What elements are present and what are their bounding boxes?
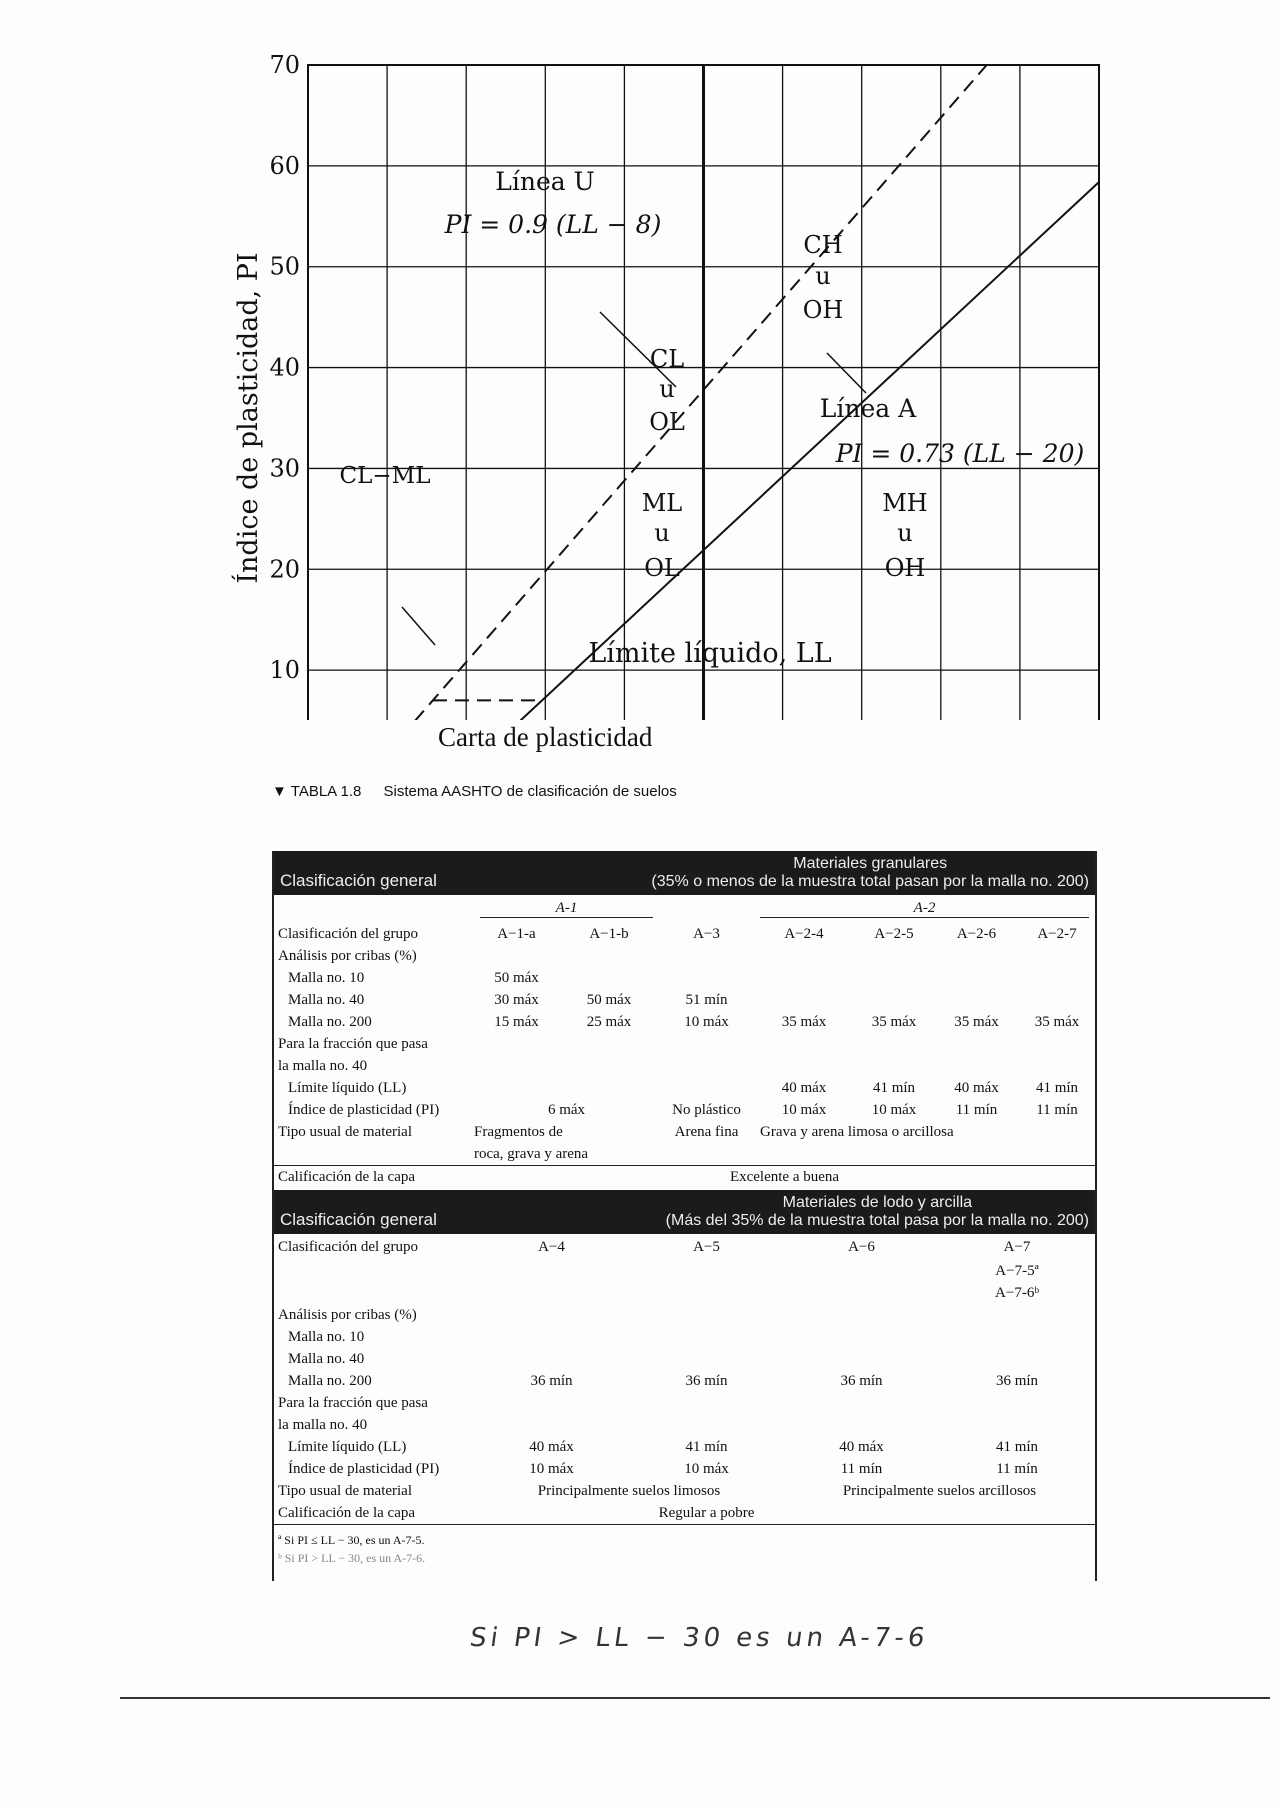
chart-title: Carta de plasticidad [438, 722, 653, 752]
cell: 40 máx [529, 1438, 574, 1455]
a-line-equation: PI = 0.73 (LL − 20) [835, 439, 1085, 468]
u-line-title: Línea U [495, 167, 595, 196]
cell: A−7 [1003, 1238, 1031, 1255]
silt-clay-subtitle: (Más del 35% de la muestra total pasa por la malla no. 200) [665, 1212, 1089, 1229]
row-label: Malla no. 10 [288, 969, 365, 986]
table-row [274, 1326, 1095, 1348]
silt-clay-title: Materiales de lodo y arcilla [782, 1194, 973, 1211]
section-header-silt-clay [274, 1190, 1095, 1234]
cell: A−2-7 [1037, 925, 1077, 942]
cell: 11 mín [955, 1101, 998, 1118]
general-classification-label: Clasificación general [280, 1210, 437, 1229]
cell: 30 máx [494, 991, 539, 1008]
row-label: Para la fracción que pasa [278, 1035, 428, 1052]
table-row [274, 1099, 1095, 1121]
a-line-leader [827, 353, 866, 393]
group-a1-header: A-1 [480, 900, 653, 918]
row-label: Análisis por cribas (%) [278, 947, 417, 964]
cell: 36 mín [995, 1372, 1039, 1389]
cell: 11 mín [1036, 1101, 1078, 1118]
table-row [274, 1392, 1095, 1414]
table-row [274, 967, 1095, 989]
y-tick-label: 30 [269, 454, 300, 483]
row-label: Límite líquido (LL) [288, 1438, 407, 1455]
cell: 15 máx [494, 1013, 539, 1030]
row-label: Índice de plasticidad (PI) [288, 1101, 440, 1118]
table-row [274, 1370, 1095, 1392]
x-axis-label: Límite líquido, LL [588, 638, 832, 669]
row-label: Clasificación del grupo [278, 1238, 418, 1255]
u-line-equation: PI = 0.9 (LL − 8) [444, 210, 662, 239]
cell: Excelente a buena [729, 1168, 840, 1185]
table-row [274, 1143, 1095, 1165]
table-row [274, 1436, 1095, 1458]
cell: Principalmente suelos arcillosos [842, 1482, 1037, 1499]
y-axis-label: Índice de plasticidad, PI [233, 252, 264, 584]
row-label: Malla no. 200 [288, 1013, 372, 1030]
cell: A−4 [538, 1238, 565, 1255]
cell: Arena fina [674, 1123, 739, 1140]
cell: 35 máx [1034, 1013, 1080, 1030]
cell: 35 máx [954, 1013, 999, 1030]
table-row [274, 1077, 1095, 1099]
cell: 50 máx [586, 991, 632, 1008]
cell: Fragmentos de [474, 1123, 563, 1140]
handwritten-note: Si PI > LL − 30 es un A-7-6 [467, 1623, 931, 1653]
cell: 10 máx [684, 1460, 729, 1477]
table-row [274, 1011, 1095, 1033]
table-row [274, 1234, 1095, 1260]
table-row [274, 1480, 1095, 1502]
table-row [274, 1282, 1095, 1304]
clml-leader [402, 607, 435, 645]
cell: A−2-6 [956, 925, 997, 942]
cell: 10 máx [529, 1460, 574, 1477]
row-label: Límite líquido (LL) [288, 1079, 407, 1096]
cell: 11 mín [996, 1460, 1038, 1477]
chart-grid [308, 65, 1099, 720]
general-classification-label: Clasificación general [280, 871, 437, 890]
cell: A−2-5 [874, 925, 914, 942]
zone-ch-u: u [815, 262, 831, 290]
chart-ticks [269, 51, 1121, 720]
zone-ml: ML [641, 489, 683, 517]
zone-ch: CH [803, 231, 843, 259]
cell: 35 máx [781, 1013, 827, 1030]
row-label: Malla no. 40 [288, 1350, 365, 1367]
cell: 6 máx [547, 1101, 586, 1118]
table-row [274, 1121, 1095, 1143]
cell: A−1-a [497, 925, 536, 942]
zone-ml-ol: OL [644, 554, 680, 582]
table-row [274, 1304, 1095, 1326]
aashto-table [272, 851, 1097, 1581]
footnote-b: ᵇ Si PI > LL − 30, es un A-7-6. [278, 1551, 426, 1565]
cell: 36 mín [840, 1372, 883, 1389]
row-label: Malla no. 200 [288, 1372, 372, 1389]
cell: 11 mín [840, 1460, 883, 1477]
table-row [274, 989, 1095, 1011]
row-label: Para la fracción que pasa [278, 1394, 428, 1411]
row-label: Calificación de la capa [278, 1504, 416, 1521]
row-label: Tipo usual de material [278, 1482, 413, 1499]
cell: 40 máx [954, 1079, 999, 1096]
table-row [274, 1348, 1095, 1370]
row-label: Malla no. 40 [288, 991, 365, 1008]
zone-cl: CL [649, 345, 685, 373]
row-label: la malla no. 40 [278, 1416, 368, 1433]
table-row [274, 923, 1095, 945]
group-a2-header: A-2 [760, 900, 1089, 918]
table-row [274, 1260, 1095, 1282]
y-tick-label: 70 [269, 51, 300, 79]
granular-subtitle: (35% o menos de la muestra total pasan por la malla no. 200) [651, 873, 1089, 890]
row-label: la malla no. 40 [278, 1057, 368, 1074]
cell: 10 máx [781, 1101, 827, 1118]
y-tick-label: 10 [269, 656, 300, 685]
cell: A−3 [693, 925, 720, 942]
cell: 50 máx [494, 969, 539, 986]
table-row [274, 945, 1095, 967]
row-label: Análisis por cribas (%) [278, 1306, 417, 1323]
table-row [274, 1055, 1095, 1077]
footnote-a: ª Si PI ≤ LL − 30, es un A-7-5. [278, 1533, 425, 1547]
zone-ol: OL [649, 408, 685, 436]
zone-mh-u: u [897, 519, 913, 547]
triangle-marker-icon: ▼ [272, 783, 287, 800]
table-row [274, 1502, 1095, 1524]
table-row [274, 1414, 1095, 1436]
zone-mh: MH [882, 489, 928, 517]
cell: 35 máx [871, 1013, 917, 1030]
chart-lines [371, 65, 1099, 720]
y-tick-label: 50 [269, 252, 300, 281]
cell: 40 máx [839, 1438, 884, 1455]
table-number: TABLA 1.8 [290, 783, 362, 800]
cell: A−7-5ª [995, 1262, 1039, 1279]
row-label: Calificación de la capa [278, 1168, 416, 1185]
cell: 41 mín [872, 1079, 916, 1096]
a-line-title: Línea A [819, 394, 917, 423]
cell: 10 máx [871, 1101, 917, 1118]
row-label: Tipo usual de material [278, 1123, 413, 1140]
cell: 25 máx [586, 1013, 632, 1030]
row-label: Malla no. 10 [288, 1328, 365, 1345]
plasticity-chart [0, 0, 1280, 720]
cell: A−5 [693, 1238, 720, 1255]
y-tick-label: 60 [269, 151, 300, 180]
cell: 40 máx [781, 1079, 827, 1096]
cell: roca, grava y arena [474, 1145, 589, 1162]
table-row [274, 1033, 1095, 1055]
cell: A−2-4 [784, 925, 824, 942]
cell: A−1-b [589, 925, 629, 942]
row-label: Índice de plasticidad (PI) [288, 1460, 440, 1477]
zone-cl-ml: CL−ML [339, 463, 431, 489]
table-row [274, 1165, 1095, 1188]
zone-cl-u: u [659, 375, 675, 403]
table-caption [272, 783, 677, 800]
table-title: Sistema AASHTO de clasificación de suelos [383, 783, 677, 800]
page-edge-line [120, 1697, 1270, 1699]
cell: Principalmente suelos limosos [537, 1482, 721, 1499]
cell: A−7-6ᵇ [995, 1284, 1039, 1301]
cell: 10 máx [684, 1013, 729, 1030]
cell: 51 mín [685, 991, 728, 1008]
y-tick-label: 20 [269, 555, 300, 584]
cell: 41 mín [1035, 1079, 1079, 1096]
cell: Regular a pobre [658, 1504, 755, 1521]
zone-ml-u: u [654, 519, 670, 547]
section-header-granular [274, 851, 1095, 895]
cell: 36 mín [685, 1372, 728, 1389]
row-label: Clasificación del grupo [278, 925, 418, 942]
cell: 41 mín [685, 1438, 728, 1455]
cell: 41 mín [995, 1438, 1039, 1455]
zone-oh: OH [802, 296, 844, 324]
granular-title: Materiales granulares [793, 855, 948, 872]
series-l-nea-u [371, 65, 986, 720]
cell: No plástico [672, 1101, 741, 1118]
cell: 36 mín [530, 1372, 573, 1389]
table-row [274, 1458, 1095, 1480]
y-tick-label: 40 [269, 353, 300, 382]
cell: A−6 [848, 1238, 875, 1255]
cell: Grava y arena limosa o arcillosa [760, 1123, 954, 1140]
zone-mh-oh: OH [884, 554, 926, 582]
